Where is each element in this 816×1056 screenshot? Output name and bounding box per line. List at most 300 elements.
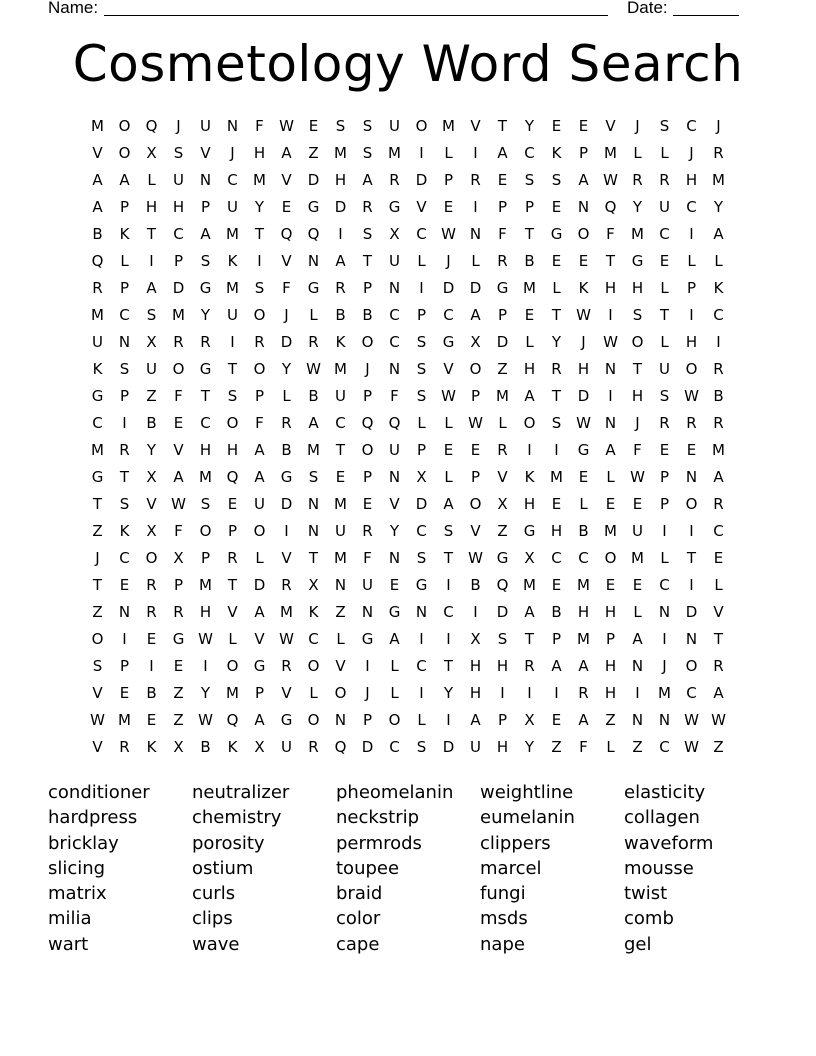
grid-letter: W — [198, 711, 213, 729]
grid-letter: J — [446, 252, 451, 270]
grid-letter: P — [659, 468, 670, 486]
grid-letter: E — [335, 468, 346, 486]
grid-letter: Z — [308, 144, 319, 162]
grid-letter: N — [334, 711, 347, 729]
grid-letter: E — [659, 252, 670, 270]
grid-letter: A — [443, 495, 454, 513]
grid-letter: R — [281, 576, 292, 594]
grid-letter: A — [200, 225, 211, 243]
grid-letter: G — [442, 333, 455, 351]
grid-letter: Z — [92, 522, 103, 540]
grid-letter: O — [631, 333, 644, 351]
grid-letter: U — [362, 576, 373, 594]
grid-letter: V — [92, 684, 103, 702]
grid-letter: M — [523, 279, 536, 297]
date-label: Date: — [627, 0, 668, 17]
grid-letter: R — [92, 279, 103, 297]
grid-letter: B — [713, 387, 724, 405]
grid-letter: I — [473, 144, 478, 162]
grid-letter: H — [334, 171, 347, 189]
grid-letter: Q — [334, 738, 347, 756]
grid-letter: C — [92, 414, 103, 432]
grid-letter: D — [334, 198, 347, 216]
grid-letter: S — [524, 171, 535, 189]
page-title: Cosmetology Word Search — [72, 35, 744, 93]
grid-letter: J — [365, 684, 370, 702]
word-list-item: comb — [624, 908, 674, 930]
grid-letter: I — [203, 657, 208, 675]
grid-letter: O — [685, 360, 698, 378]
grid-letter: Q — [226, 468, 239, 486]
grid-letter: C — [686, 198, 697, 216]
grid-letter: S — [416, 360, 427, 378]
grid-letter: P — [497, 198, 508, 216]
grid-letter: L — [660, 333, 669, 351]
grid-letter: A — [92, 198, 103, 216]
grid-letter: C — [335, 414, 346, 432]
grid-letter: T — [713, 630, 724, 648]
grid-letter: Y — [713, 198, 724, 216]
grid-letter: T — [524, 225, 535, 243]
grid-letter: D — [172, 279, 185, 297]
grid-letter: N — [307, 495, 320, 513]
grid-letter: L — [660, 279, 669, 297]
grid-letter: L — [606, 468, 615, 486]
grid-letter: N — [388, 549, 401, 567]
word-list-item: toupee — [336, 857, 400, 879]
grid-letter: H — [685, 171, 698, 189]
grid-letter: H — [523, 495, 536, 513]
grid-letter: I — [122, 414, 127, 432]
grid-letter: M — [658, 684, 671, 702]
grid-letter: N — [361, 603, 374, 621]
grid-letter: O — [307, 657, 320, 675]
grid-letter: P — [524, 198, 535, 216]
grid-letter: E — [578, 252, 589, 270]
grid-letter: O — [334, 684, 347, 702]
grid-letter: A — [497, 144, 508, 162]
grid-letter: L — [552, 279, 561, 297]
grid-letter: S — [551, 171, 562, 189]
grid-letter: D — [442, 279, 455, 297]
grid-letter: I — [716, 333, 721, 351]
grid-letter: M — [523, 576, 536, 594]
grid-letter: E — [308, 117, 319, 135]
word-list-item: matrix — [48, 883, 107, 905]
grid-letter: T — [200, 387, 211, 405]
grid-letter: A — [335, 252, 346, 270]
grid-letter: L — [390, 684, 399, 702]
grid-letter: L — [417, 252, 426, 270]
grid-letter: A — [632, 630, 643, 648]
letter-grid — [84, 113, 732, 761]
grid-letter: Q — [91, 252, 104, 270]
grid-letter: V — [470, 522, 481, 540]
grid-letter: T — [119, 468, 130, 486]
grid-letter: N — [388, 468, 401, 486]
grid-letter: Q — [226, 711, 239, 729]
grid-letter: Y — [551, 333, 562, 351]
grid-letter: T — [443, 657, 454, 675]
grid-letter: V — [416, 198, 427, 216]
word-list-item: braid — [336, 883, 383, 905]
word-list-item: conditioner — [48, 782, 150, 803]
grid-letter: O — [415, 117, 428, 135]
grid-letter: H — [577, 603, 590, 621]
grid-letter: M — [712, 441, 725, 459]
word-list-item: nape — [480, 933, 525, 955]
grid-letter: M — [226, 684, 239, 702]
grid-letter: Q — [361, 414, 374, 432]
grid-letter: Z — [713, 738, 724, 756]
grid-letter: T — [308, 549, 319, 567]
grid-letter: N — [469, 225, 482, 243]
grid-letter: L — [444, 414, 453, 432]
grid-letter: M — [496, 387, 509, 405]
grid-letter: R — [146, 576, 157, 594]
grid-letter: Z — [173, 711, 184, 729]
grid-letter: N — [685, 630, 698, 648]
word-list-item: neutralizer — [192, 782, 290, 803]
grid-letter: I — [554, 684, 559, 702]
grid-letter: U — [659, 198, 670, 216]
grid-letter: N — [118, 603, 131, 621]
grid-letter: L — [417, 414, 426, 432]
grid-letter: E — [362, 495, 373, 513]
grid-letter: O — [469, 495, 482, 513]
grid-letter: E — [605, 576, 616, 594]
grid-letter: N — [388, 360, 401, 378]
grid-letter: B — [146, 414, 157, 432]
grid-letter: G — [280, 468, 293, 486]
grid-letter: F — [282, 279, 291, 297]
grid-letter: I — [149, 252, 154, 270]
grid-letter: M — [91, 441, 104, 459]
grid-letter: G — [199, 279, 212, 297]
grid-letter: M — [604, 144, 617, 162]
grid-letter: F — [174, 522, 183, 540]
grid-letter: O — [388, 711, 401, 729]
grid-letter: U — [389, 117, 400, 135]
grid-letter: S — [416, 333, 427, 351]
grid-letter: H — [604, 684, 617, 702]
grid-letter: O — [469, 360, 482, 378]
grid-letter: L — [579, 495, 588, 513]
grid-letter: J — [230, 144, 235, 162]
word-list-item: milia — [48, 908, 92, 930]
grid-letter: Z — [173, 684, 184, 702]
word-list-item: elasticity — [624, 782, 706, 803]
grid-letter: T — [362, 252, 373, 270]
grid-letter: S — [632, 306, 643, 324]
grid-letter: M — [442, 117, 455, 135]
grid-letter: O — [226, 657, 239, 675]
grid-letter: I — [365, 657, 370, 675]
grid-letter: T — [443, 549, 454, 567]
grid-letter: J — [635, 117, 640, 135]
grid-letter: G — [307, 198, 320, 216]
grid-letter: L — [714, 576, 723, 594]
grid-letter: J — [365, 360, 370, 378]
grid-letter: X — [146, 333, 157, 351]
grid-letter: K — [146, 738, 157, 756]
grid-letter: C — [551, 549, 562, 567]
grid-letter: C — [443, 306, 454, 324]
grid-letter: L — [444, 144, 453, 162]
grid-letter: D — [685, 603, 698, 621]
grid-letter: B — [200, 738, 211, 756]
grid-letter: H — [469, 684, 482, 702]
grid-letter: L — [147, 171, 156, 189]
grid-letter: A — [281, 144, 292, 162]
grid-letter: I — [419, 279, 424, 297]
grid-letter: C — [119, 306, 130, 324]
grid-letter: Y — [632, 198, 643, 216]
grid-letter: G — [91, 468, 104, 486]
word-list-item: hardpress — [48, 807, 138, 829]
grid-letter: H — [199, 441, 212, 459]
grid-letter: A — [308, 414, 319, 432]
grid-letter: M — [253, 171, 266, 189]
grid-letter: P — [362, 468, 373, 486]
grid-letter: A — [119, 171, 130, 189]
grid-letter: A — [470, 711, 481, 729]
name-label: Name: — [48, 0, 99, 17]
grid-letter: P — [227, 522, 238, 540]
grid-letter: P — [551, 630, 562, 648]
grid-letter: I — [419, 684, 424, 702]
grid-letter: U — [659, 360, 670, 378]
grid-letter: D — [280, 495, 293, 513]
grid-letter: G — [388, 198, 401, 216]
grid-letter: E — [659, 441, 670, 459]
grid-letter: U — [389, 252, 400, 270]
grid-letter: S — [335, 117, 346, 135]
grid-letter: C — [713, 522, 724, 540]
grid-letter: A — [578, 657, 589, 675]
word-list-item: neckstrip — [336, 807, 420, 829]
grid-letter: E — [281, 198, 292, 216]
grid-letter: H — [604, 657, 617, 675]
grid-letter: E — [605, 495, 616, 513]
grid-letter: N — [118, 333, 131, 351]
grid-letter: W — [468, 549, 483, 567]
grid-letter: C — [389, 306, 400, 324]
grid-letter: H — [604, 603, 617, 621]
grid-letter: K — [119, 522, 130, 540]
grid-letter: S — [497, 630, 508, 648]
grid-letter: M — [334, 549, 347, 567]
grid-letter: I — [689, 225, 694, 243]
word-list-item: gel — [624, 933, 652, 955]
grid-letter: A — [551, 657, 562, 675]
grid-letter: L — [633, 144, 642, 162]
grid-letter: L — [444, 468, 453, 486]
grid-letter: R — [551, 360, 562, 378]
grid-letter: Z — [497, 360, 508, 378]
word-list-item: fungi — [480, 883, 526, 905]
grid-letter: R — [227, 549, 238, 567]
grid-letter: Y — [443, 684, 454, 702]
grid-letter: F — [363, 549, 372, 567]
grid-letter: O — [253, 522, 266, 540]
grid-letter: K — [227, 252, 238, 270]
grid-letter: D — [469, 279, 482, 297]
grid-letter: M — [334, 360, 347, 378]
grid-letter: R — [470, 171, 481, 189]
grid-letter: N — [631, 711, 644, 729]
grid-letter: S — [119, 495, 130, 513]
word-list-item: msds — [480, 908, 528, 930]
grid-letter: L — [417, 711, 426, 729]
grid-letter: C — [686, 117, 697, 135]
grid-letter: R — [686, 414, 697, 432]
grid-letter: K — [524, 468, 535, 486]
grid-letter: L — [660, 549, 669, 567]
grid-letter: G — [496, 279, 509, 297]
grid-letter: C — [389, 738, 400, 756]
grid-letter: I — [527, 684, 532, 702]
grid-letter: B — [551, 603, 562, 621]
grid-letter: T — [686, 549, 697, 567]
grid-letter: I — [689, 522, 694, 540]
grid-letter: W — [603, 333, 618, 351]
grid-letter: F — [606, 225, 615, 243]
grid-letter: L — [714, 252, 723, 270]
grid-letter: L — [228, 630, 237, 648]
grid-letter: E — [578, 117, 589, 135]
grid-letter: N — [685, 468, 698, 486]
grid-letter: A — [146, 279, 157, 297]
grid-letter: P — [470, 387, 481, 405]
grid-letter: H — [550, 522, 563, 540]
grid-letter: L — [282, 387, 291, 405]
grid-letter: G — [307, 279, 320, 297]
word-list-item: mousse — [624, 857, 694, 879]
grid-letter: I — [527, 441, 532, 459]
grid-letter: H — [631, 387, 644, 405]
grid-letter: F — [579, 738, 588, 756]
grid-letter: S — [92, 657, 103, 675]
grid-letter: M — [577, 576, 590, 594]
grid-letter: M — [199, 576, 212, 594]
word-list-item: ostium — [192, 857, 254, 879]
grid-letter: R — [389, 171, 400, 189]
word-list-item: bricklay — [48, 832, 119, 854]
grid-letter: R — [713, 414, 724, 432]
grid-letter: C — [659, 738, 670, 756]
grid-letter: A — [578, 171, 589, 189]
grid-letter: R — [308, 738, 319, 756]
date-blank-line — [673, 15, 739, 16]
grid-letter: L — [255, 549, 264, 567]
grid-letter: R — [173, 603, 184, 621]
word-list-item: marcel — [480, 857, 542, 879]
grid-letter: F — [174, 387, 183, 405]
grid-letter: R — [713, 657, 724, 675]
grid-letter: L — [687, 252, 696, 270]
grid-letter: D — [307, 171, 320, 189]
grid-letter: R — [497, 441, 508, 459]
word-list-item: chemistry — [192, 807, 282, 829]
grid-letter: P — [119, 198, 130, 216]
grid-letter: G — [388, 603, 401, 621]
grid-letter: X — [470, 333, 481, 351]
grid-letter: E — [686, 441, 697, 459]
grid-letter: E — [146, 630, 157, 648]
grid-letter: R — [146, 603, 157, 621]
grid-letter: U — [227, 198, 238, 216]
grid-letter: V — [281, 252, 292, 270]
grid-letter: P — [686, 279, 697, 297]
grid-letter: X — [146, 144, 157, 162]
grid-letter: V — [335, 657, 346, 675]
grid-letter: A — [254, 468, 265, 486]
grid-letter: S — [416, 738, 427, 756]
grid-letter: B — [308, 387, 319, 405]
grid-letter: M — [280, 603, 293, 621]
grid-letter: V — [443, 360, 454, 378]
grid-letter: N — [334, 576, 347, 594]
grid-letter: R — [713, 495, 724, 513]
grid-letter: K — [578, 279, 589, 297]
grid-letter: H — [469, 657, 482, 675]
grid-letter: X — [173, 549, 184, 567]
grid-letter: E — [551, 711, 562, 729]
grid-letter: T — [92, 495, 103, 513]
grid-letter: J — [176, 117, 181, 135]
grid-letter: P — [254, 684, 265, 702]
grid-letter: I — [662, 522, 667, 540]
grid-letter: R — [362, 522, 373, 540]
grid-letter: V — [173, 441, 184, 459]
grid-letter: L — [390, 657, 399, 675]
grid-letter: N — [226, 117, 239, 135]
grid-letter: Y — [524, 738, 535, 756]
grid-letter: J — [581, 333, 586, 351]
grid-letter: X — [389, 225, 400, 243]
word-list-item: wave — [192, 933, 240, 955]
grid-letter: O — [199, 522, 212, 540]
grid-letter: M — [334, 495, 347, 513]
grid-letter: X — [524, 711, 535, 729]
grid-letter: E — [551, 198, 562, 216]
grid-letter: B — [524, 252, 535, 270]
grid-letter: R — [119, 738, 130, 756]
grid-letter: Q — [145, 117, 158, 135]
grid-letter: U — [254, 495, 265, 513]
grid-letter: B — [335, 306, 346, 324]
grid-letter: O — [91, 630, 104, 648]
grid-letter: S — [254, 279, 265, 297]
grid-letter: Z — [146, 387, 157, 405]
grid-letter: L — [606, 738, 615, 756]
grid-letter: S — [659, 117, 670, 135]
grid-letter: G — [253, 657, 266, 675]
grid-letter: M — [604, 522, 617, 540]
grid-letter: S — [416, 549, 427, 567]
grid-letter: V — [281, 684, 292, 702]
grid-letter: E — [551, 495, 562, 513]
grid-letter: X — [146, 522, 157, 540]
grid-letter: M — [631, 549, 644, 567]
grid-letter: L — [120, 252, 129, 270]
grid-letter: N — [631, 657, 644, 675]
grid-letter: E — [632, 495, 643, 513]
grid-letter: O — [685, 657, 698, 675]
grid-letter: H — [604, 279, 617, 297]
grid-letter: D — [442, 738, 455, 756]
